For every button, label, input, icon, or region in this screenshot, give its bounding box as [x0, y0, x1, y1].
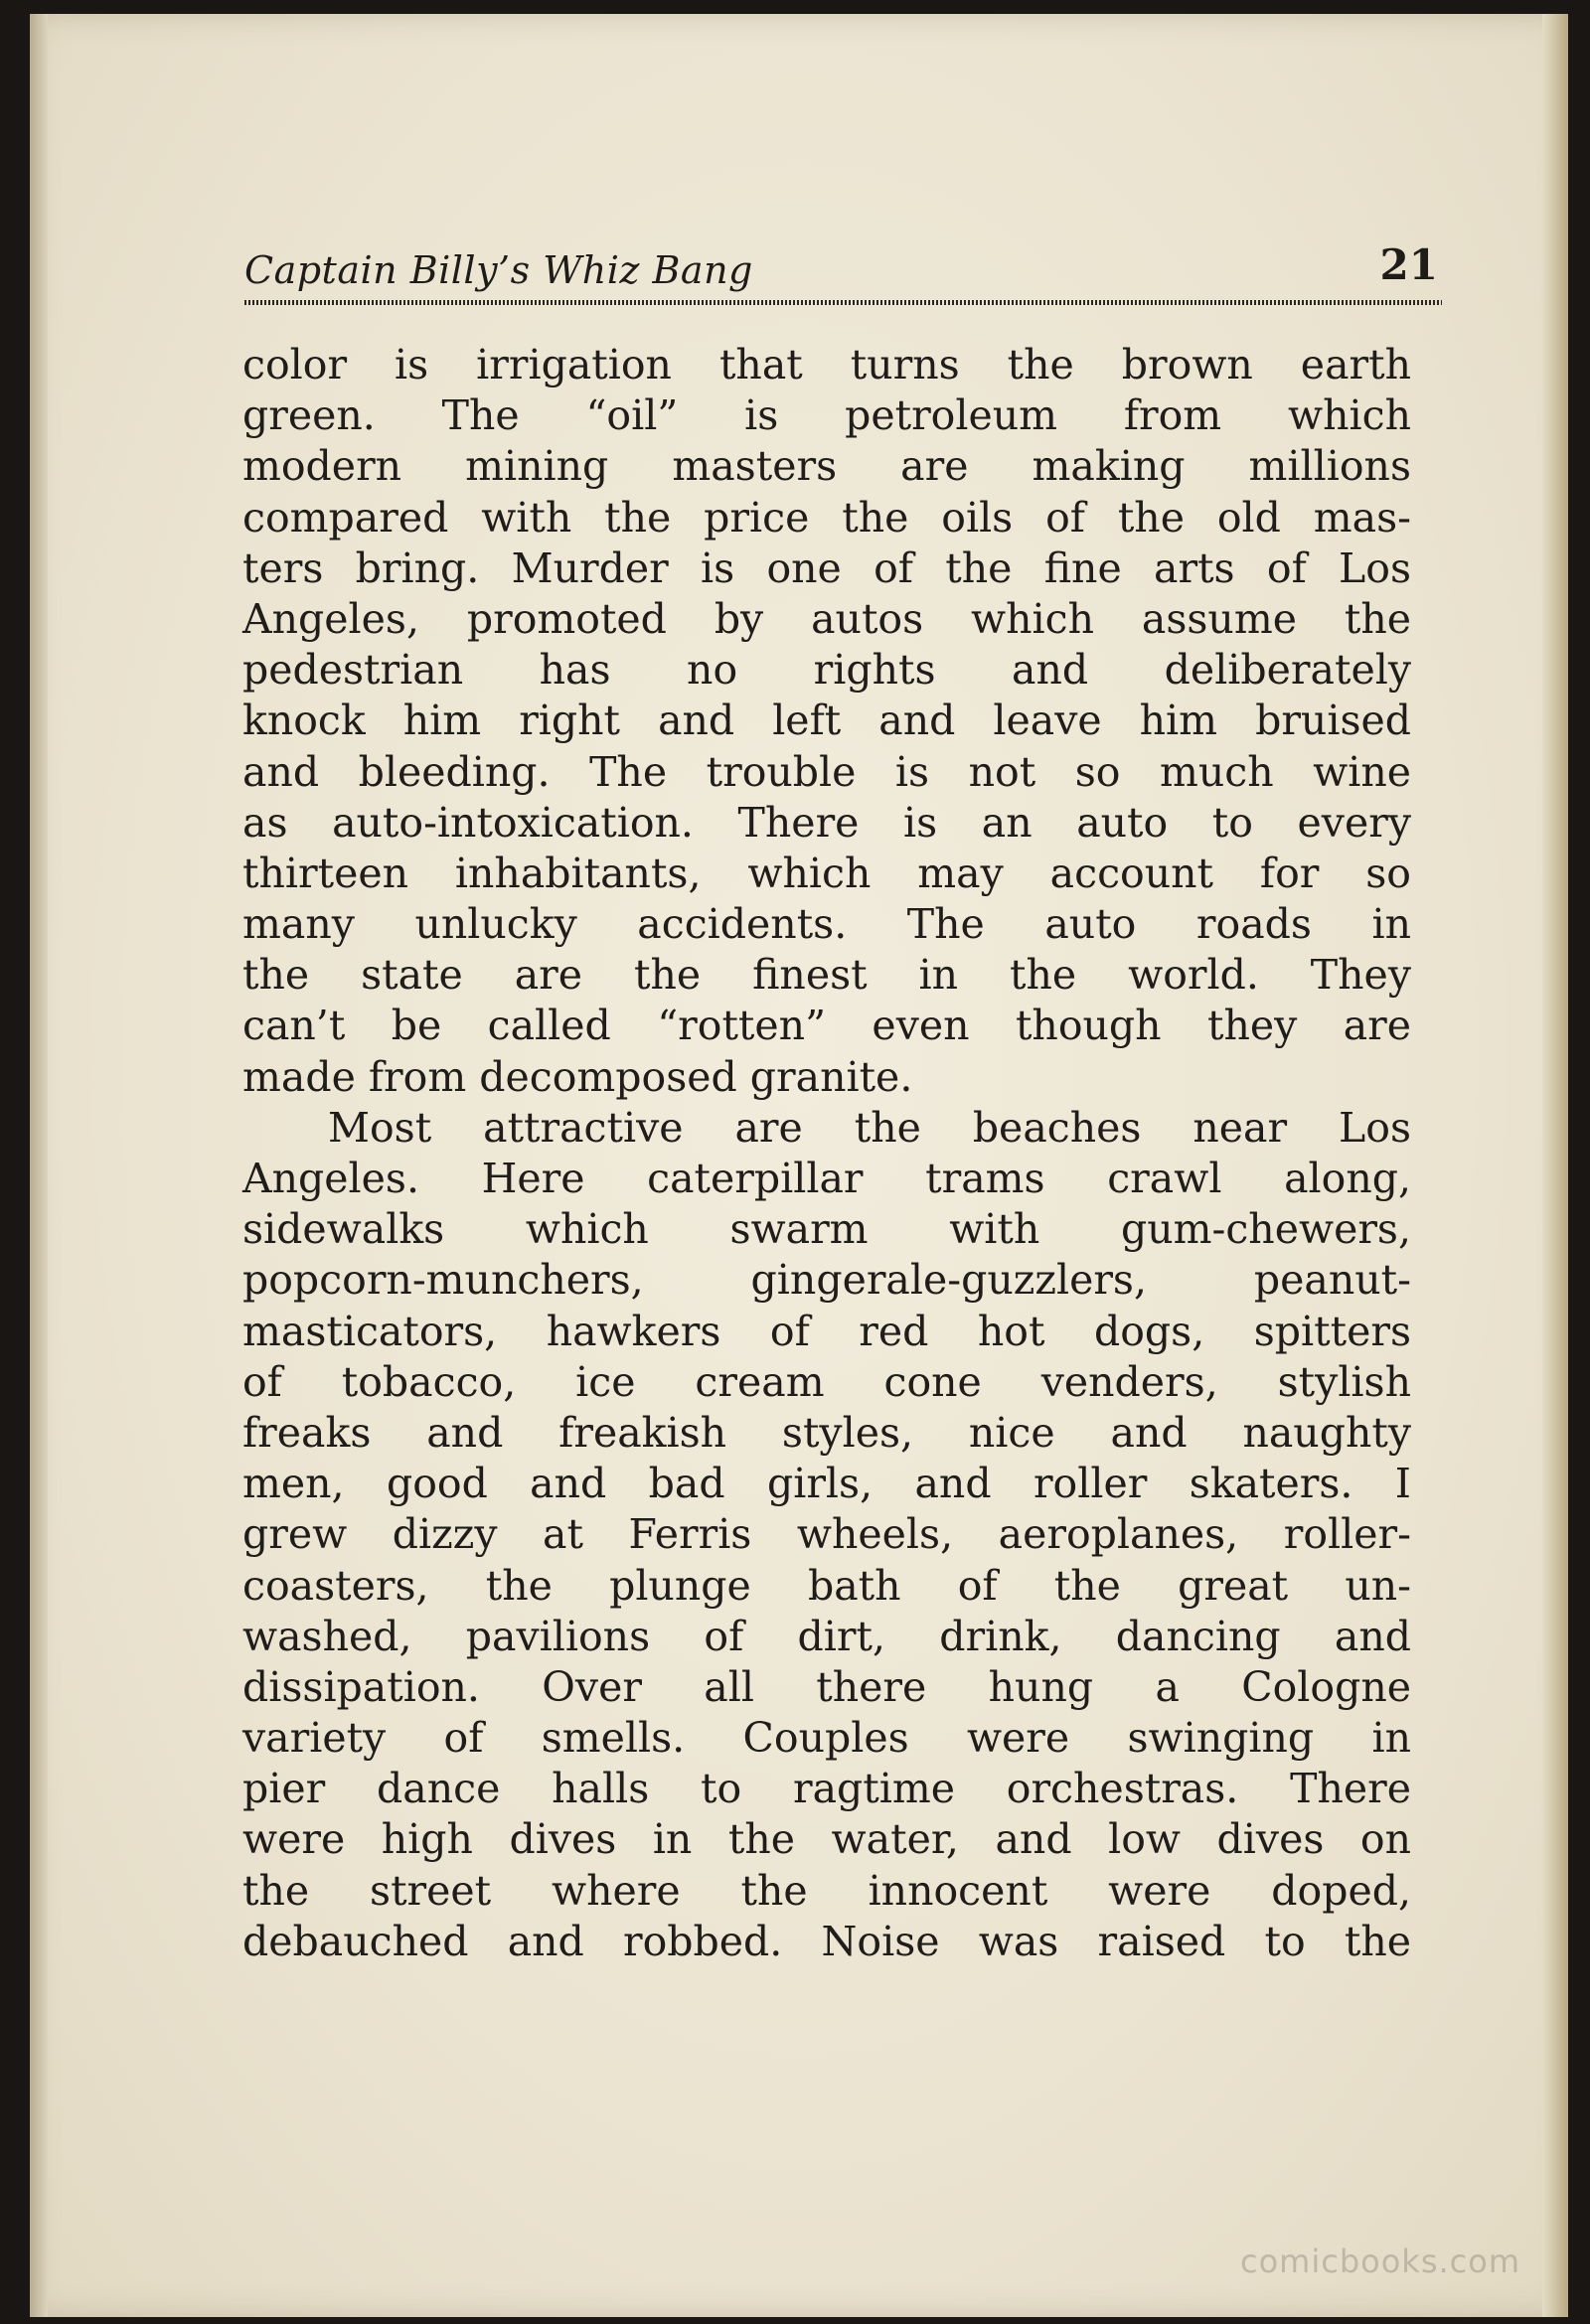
text-line: as auto-intoxication. There is an auto to every [242, 798, 1411, 847]
page-edge [1542, 14, 1568, 2317]
text-line: pier dance halls to ragtime orchestras. There [242, 1765, 1411, 1813]
text-line: ters bring. Murder is one of the fine arts of Los [242, 543, 1411, 592]
text-line: masticators, hawkers of red hot dogs, spitters [242, 1307, 1411, 1355]
text-line: Angeles. Here caterpillar trams crawl along, [242, 1155, 1411, 1202]
text-line: many unlucky accidents. The auto roads in [242, 900, 1411, 949]
text-line: compared with the price the oils of the old mas- [242, 493, 1411, 542]
page-spine-shadow [30, 14, 48, 2317]
text-line: were high dives in the water, and low dives on [242, 1815, 1411, 1864]
text-line: freaks and freakish styles, nice and naughty [242, 1408, 1411, 1457]
text-line: knock him right and left and leave him bruised [242, 697, 1411, 745]
text-line: variety of smells. Couples were swinging in [242, 1714, 1411, 1763]
text-line: the street where the innocent were doped, [242, 1866, 1411, 1915]
text-line: green. The “oil” is petroleum from which [242, 391, 1411, 440]
running-header [244, 234, 1442, 314]
text-line: thirteen inhabitants, which may account for so [242, 849, 1411, 897]
text-line: dissipation. Over all there hung a Cologne [242, 1662, 1411, 1711]
text-line: can’t be called “rotten” even though they are [242, 1002, 1411, 1050]
text-line: of tobacco, ice cream cone venders, stylish [242, 1357, 1411, 1406]
text-line: coasters, the plunge bath of the great un- [242, 1561, 1411, 1610]
header-rule [244, 300, 1442, 305]
text-line: the state are the finest in the world. They [242, 951, 1411, 1000]
text-line: color is irrigation that turns the brown earth [242, 341, 1411, 388]
text-line: popcorn-munchers, gingerale-guzzlers, peanut- [242, 1256, 1411, 1305]
text-line: debauched and robbed. Noise was raised to the [242, 1917, 1411, 1965]
text-line: made from decomposed granite. [242, 1052, 913, 1101]
text-line: sidewalks which swarm with gum-chewers, [242, 1205, 1411, 1254]
watermark: comicbooks.com [1239, 2243, 1520, 2280]
running-title: Captain Billy’s Whiz Bang [244, 248, 753, 292]
text-line: pedestrian has no rights and deliberately [242, 646, 1411, 695]
body-text [242, 340, 1411, 1967]
text-line: washed, pavilions of dirt, drink, dancing and [242, 1612, 1411, 1660]
text-line: and bleeding. The trouble is not so much wine [242, 747, 1411, 796]
text-line: Angeles, promoted by autos which assume the [242, 594, 1411, 643]
text-line: Most attractive are the beaches near Los [328, 1103, 1411, 1152]
text-line: men, good and bad girls, and roller skaters. I [242, 1460, 1411, 1508]
text-line: modern mining masters are making millions [242, 442, 1411, 491]
text-line: grew dizzy at Ferris wheels, aeroplanes, roller- [242, 1510, 1411, 1559]
page-number: 21 [1379, 240, 1438, 289]
